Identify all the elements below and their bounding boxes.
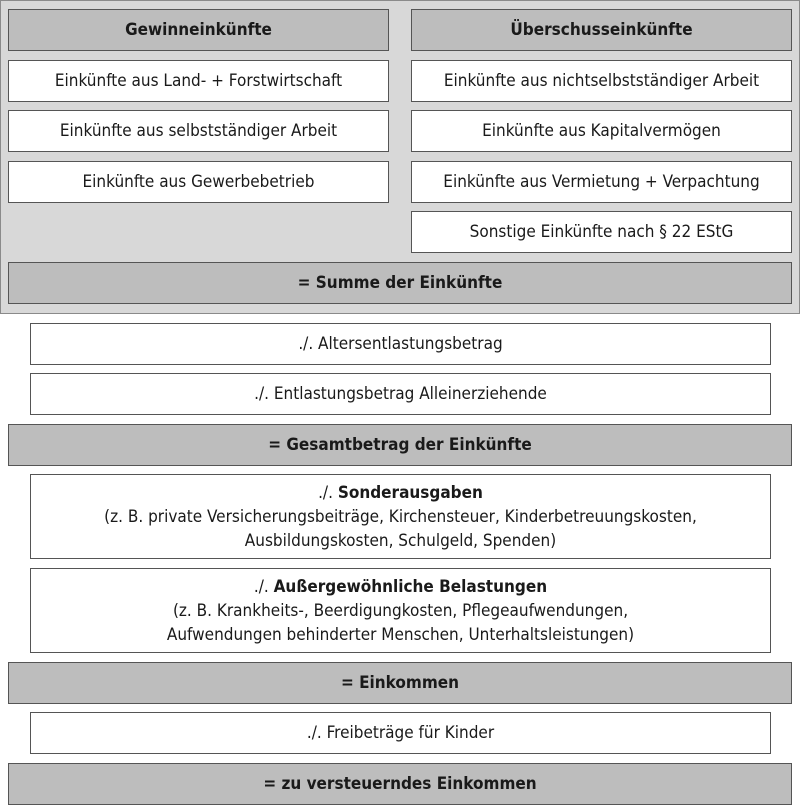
deduction-old-age-relief: ./. Altersentlastungsbetrag (30, 323, 771, 365)
special-expenses-box (30, 474, 771, 559)
surplus-item-rental: Einkünfte aus Vermietung + Verpachtung (411, 161, 792, 203)
profit-item-business: Einkünfte aus Gewerbebetrieb (8, 161, 389, 203)
surplus-item-employment: Einkünfte aus nichtselbstständiger Arbeit (411, 60, 792, 102)
profit-item-self-employed: Einkünfte aus selbstständiger Arbeit (8, 110, 389, 152)
special-expenses-line1: (z. B. private Versicherungsbeiträge, Kirchensteuer, Kinderbetreuungskosten, (104, 506, 697, 527)
deduction-single-parent-relief: ./. Entlastungsbetrag Alleinerziehende (30, 373, 771, 415)
income-row: = Einkommen (8, 662, 792, 704)
special-expenses-heading: ./. Sonderausgaben (318, 482, 483, 503)
surplus-item-other: Sonstige Einkünfte nach § 22 EStG (411, 211, 792, 253)
taxable-income-row: = zu versteuerndes Einkommen (8, 763, 792, 805)
extraordinary-burdens-line1: (z. B. Krankheits-, Beerdigungkosten, Pflegeaufwendungen, (172, 600, 629, 621)
child-allowances-row: ./. Freibeträge für Kinder (30, 712, 771, 754)
sum-of-income-row: = Summe der Einkünfte (8, 262, 792, 304)
extraordinary-burdens-box (30, 568, 771, 653)
special-expenses-line2: Ausbildungskosten, Schulgeld, Spenden) (244, 530, 557, 551)
extraordinary-burdens-heading: ./. Außergewöhnliche Belastungen (253, 576, 548, 597)
profit-item-agriculture: Einkünfte aus Land- + Forstwirtschaft (8, 60, 389, 102)
profit-income-header: Gewinneinkünfte (8, 9, 389, 51)
total-income-row: = Gesamtbetrag der Einkünfte (8, 424, 792, 466)
extraordinary-burdens-line2: Aufwendungen behinderter Menschen, Unterhaltsleistungen) (166, 624, 635, 645)
surplus-item-capital: Einkünfte aus Kapitalvermögen (411, 110, 792, 152)
surplus-income-header: Überschusseinkünfte (411, 9, 792, 51)
